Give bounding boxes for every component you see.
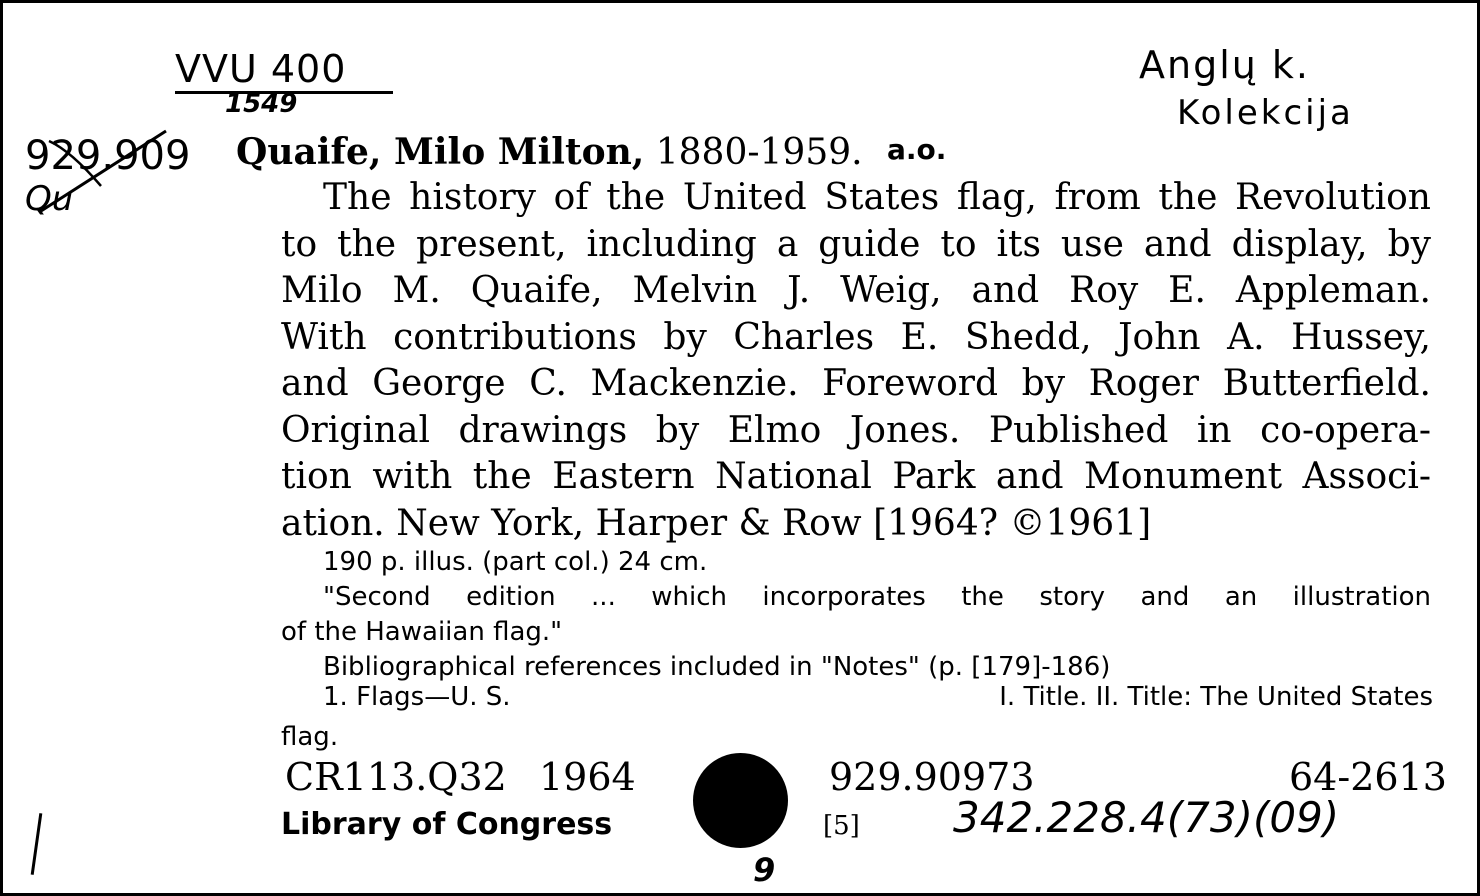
body-line: Original drawings by Elmo Jones. Published in co-opera- (281, 409, 1431, 451)
bibliography-note: Bibliographical references included in "Notes" (p. [179]-186) (323, 652, 1111, 682)
subject-tracing: 1. Flags—U. S. (323, 682, 511, 712)
edition-note: "Second edition ... which incorporates the story and an illustration (323, 582, 1431, 612)
lc-card-number: 64-2613 (1289, 755, 1447, 799)
body-line: The history of the United States flag, from the Revolution (323, 177, 1431, 218)
lc-call-number: CR113.Q32 (285, 755, 507, 799)
body-line: and George C. Mackenzie. Foreword by Roger Butterfield. (281, 363, 1431, 404)
dewey-number: 929.90973 (829, 755, 1035, 799)
collation: 190 p. illus. (part col.) 24 cm. (323, 547, 708, 577)
acquisition-subnumber: 1549 (225, 89, 298, 119)
heading-initials: a.o. (887, 133, 947, 166)
author-dates: 1880-1959. (655, 132, 863, 173)
body-line: With contributions by Charles E. Shedd, John A. Hussey, (281, 316, 1431, 358)
lc-date: 1964 (539, 755, 636, 799)
title-tracing-continued: flag. (281, 722, 339, 752)
language-note: Anglų k. (1139, 43, 1311, 87)
print-code: [5] (823, 811, 860, 841)
margin-pen-mark (31, 813, 43, 875)
edition-note-continued: of the Hawaiian flag." (281, 617, 563, 647)
bottom-mark: 9 (753, 851, 776, 889)
library-name: Library of Congress (281, 807, 613, 842)
notes-block (281, 545, 1431, 685)
body-line: to the present, including a guide to its use and display, by (281, 223, 1431, 265)
main-entry-heading (236, 131, 863, 173)
author-name: Quaife, Milo Milton, (236, 131, 645, 173)
punch-hole (693, 753, 788, 848)
strike-through-mark (31, 111, 181, 231)
body-line: tion with the Eastern National Park and Monument Associ- (281, 456, 1431, 497)
title-statement (281, 175, 1431, 547)
old-call-number: 929.909 (25, 133, 191, 179)
acquisition-number: VVU 400 (175, 47, 347, 91)
old-cutter-number: Qu (25, 179, 74, 219)
collection-note: Kolekcija (1177, 93, 1354, 133)
title-tracing: I. Title. II. Title: The United States (999, 682, 1433, 712)
body-line: Milo M. Quaife, Melvin J. Weig, and Roy E. Appleman. (281, 270, 1431, 311)
body-line: ation. New York, Harper & Row [1964? ©1961] (281, 502, 1152, 544)
udc-number-handwritten: 342.228.4(73)(09) (953, 793, 1340, 842)
